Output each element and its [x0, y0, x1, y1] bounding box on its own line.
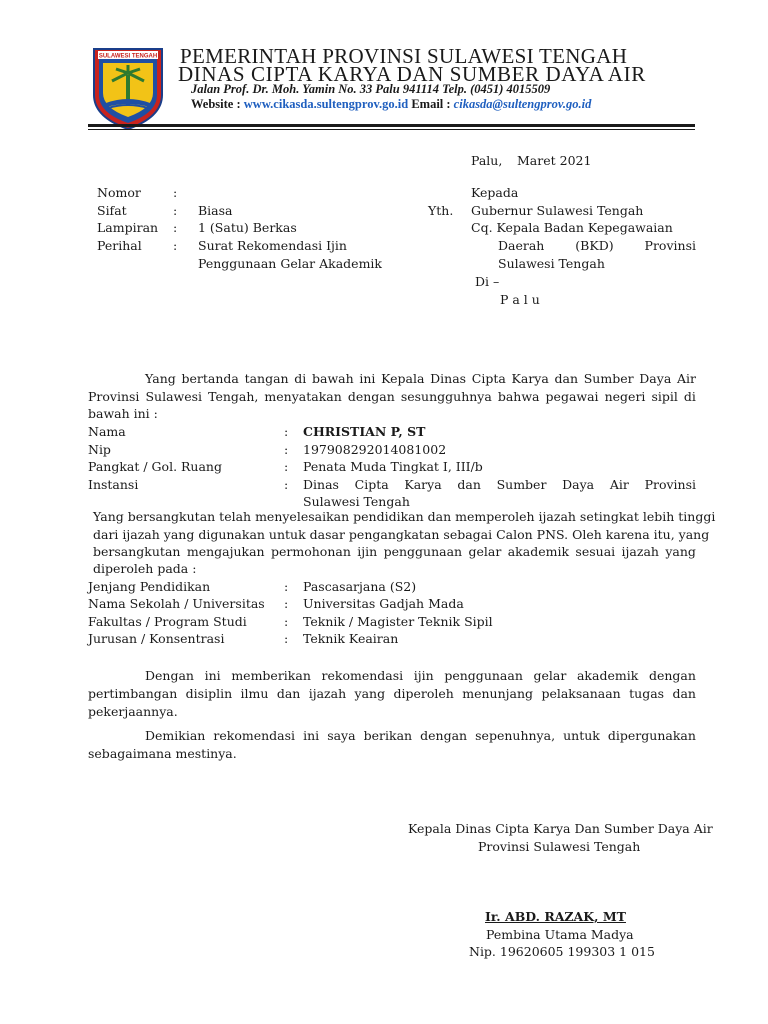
p3-line1-word: ijin: [413, 668, 434, 683]
fakultas-label: Fakultas / Program Studi: [88, 614, 247, 629]
intro-line2: [88, 389, 696, 404]
nomor-label: Nomor: [97, 185, 141, 200]
intro-line2-word: menyatakan: [264, 389, 342, 404]
email-label: Email :: [411, 97, 451, 111]
letterhead-rule-thin: [88, 129, 695, 130]
intro-line1-word: bertanda: [181, 371, 239, 386]
logo-text: SULAWESI TENGAH: [98, 53, 158, 60]
p3-line1-word: dengan: [648, 668, 696, 683]
p2-line3-word: ijin: [357, 544, 378, 559]
instansi-value-line1-word: Dinas: [303, 477, 339, 492]
p3-line2: [88, 686, 696, 701]
p2-line3-word: bersangkutan: [93, 544, 181, 559]
p3-line2-word: ijazah: [308, 686, 347, 701]
pangkat-value: Penata Muda Tingkat I, III/b: [303, 459, 483, 474]
nip-label: Nip: [88, 442, 111, 457]
p2-line3-word: ijazah: [621, 544, 659, 559]
nama-label: Nama: [88, 424, 126, 439]
nama-colon: :: [284, 424, 289, 439]
nip-value: 197908292014081002: [303, 442, 447, 457]
sifat-label: Sifat: [97, 203, 127, 218]
p3-line2-word: yang: [354, 686, 386, 701]
p3-line1-word: ini: [204, 668, 221, 683]
intro-line1-word: Yang: [145, 371, 176, 386]
instansi-value-line1-word: dan: [457, 477, 481, 492]
p4-line1-word: Demikian: [145, 728, 206, 743]
intro-line1-word: Sumber: [583, 371, 634, 386]
intro-line1-word: Air: [676, 371, 696, 386]
instansi-colon: :: [284, 477, 289, 492]
perihal-label: Perihal: [97, 238, 142, 253]
intro-line1-word: dan: [554, 371, 579, 386]
letterhead-agency: DINAS CIPTA KARYA DAN SUMBER DAYA AIR: [178, 62, 646, 86]
p4-line1-word: dengan: [420, 728, 468, 743]
intro-line2-word: di: [683, 389, 696, 404]
p2-line3-word: permohonan: [271, 544, 351, 559]
date-city: Palu,: [471, 153, 503, 168]
intro-line1-word: tangan: [244, 371, 289, 386]
email-link[interactable]: cikasda@sultengprov.go.id: [453, 97, 592, 111]
p4-line1-word: sepenuhnya,: [475, 728, 556, 743]
recipient-kepada: Kepada: [471, 185, 519, 200]
intro-line2-word: Provinsi: [88, 389, 140, 404]
p4-line1-word: ini: [303, 728, 320, 743]
p3-line2-word: tugas: [629, 686, 665, 701]
intro-line1: [145, 371, 696, 386]
p3-line2-word: disiplin: [185, 686, 233, 701]
intro-line2-word: bahwa: [497, 389, 540, 404]
p3-line3: pekerjaannya.: [88, 704, 178, 719]
perihal-colon: :: [173, 238, 178, 253]
date-month-year: Maret 2021: [517, 153, 592, 168]
letterhead-contact: [191, 97, 591, 112]
p3-line1: [145, 668, 696, 683]
p3-line2-word: menunjang: [462, 686, 534, 701]
signature-title-line2: Provinsi Sulawesi Tengah: [478, 839, 641, 854]
instansi-value-line1-word: Air: [609, 477, 629, 492]
recipient-di: Di –: [475, 274, 500, 289]
lampiran-label: Lampiran: [97, 220, 159, 235]
p2-line3-word: sesuai: [575, 544, 616, 559]
sekolah-value: Universitas Gadjah Mada: [303, 596, 464, 611]
provincial-emblem-logo: [90, 45, 166, 131]
p3-line1-word: gelar: [533, 668, 567, 683]
recipient-line1: Gubernur Sulawesi Tengah: [471, 203, 644, 218]
p4-line1-word: rekomendasi: [213, 728, 296, 743]
jenjang-label: Jenjang Pendidikan: [88, 579, 211, 594]
jurusan-colon: :: [284, 631, 289, 646]
pangkat-label: Pangkat / Gol. Ruang: [88, 459, 222, 474]
intro-line1-word: ini: [359, 371, 376, 386]
instansi-value-line1-word: Provinsi: [644, 477, 696, 492]
intro-line1-word: Karya: [511, 371, 549, 386]
intro-line2-word: pegawai: [545, 389, 599, 404]
instansi-value-line1-word: Daya: [562, 477, 595, 492]
p3-line2-word: dan: [276, 686, 301, 701]
intro-line3: bawah ini :: [88, 406, 158, 421]
fakultas-colon: :: [284, 614, 289, 629]
p2-line3: [93, 544, 696, 559]
p4-line1-word: dipergunakan: [607, 728, 696, 743]
intro-line1-word: bawah: [312, 371, 354, 386]
recipient-line3-word: (BKD): [575, 238, 614, 253]
signature-nip: Nip. 19620605 199303 1 015: [469, 944, 655, 959]
jurusan-label: Jurusan / Konsentrasi: [88, 631, 225, 646]
p2-line2: dari ijazah yang digunakan untuk dasar pengangkatan sebagai Calon PNS. Oleh karena itu, yang: [93, 527, 710, 542]
sekolah-label: Nama Sekolah / Universitas: [88, 596, 265, 611]
nama-value: CHRISTIAN P, ST: [303, 424, 426, 439]
intro-line2-word: negeri: [604, 389, 646, 404]
nomor-colon: :: [173, 185, 178, 200]
sekolah-colon: :: [284, 596, 289, 611]
p2-line4: diperoleh pada :: [93, 561, 197, 576]
signature-name: Ir. ABD. RAZAK, MT: [485, 909, 626, 924]
sifat-value: Biasa: [198, 203, 233, 218]
instansi-label: Instansi: [88, 477, 139, 492]
p3-line1-word: Dengan: [145, 668, 194, 683]
p4-line2: sebagaimana mestinya.: [88, 746, 237, 761]
recipient-line3: [498, 238, 696, 253]
p3-line2-word: ilmu: [240, 686, 269, 701]
intro-line2-word: sesungguhnya: [400, 389, 492, 404]
pangkat-colon: :: [284, 459, 289, 474]
p2-line1: Yang bersangkutan telah menyelesaikan pendidikan dan memperoleh ijazah setingkat lebih tinggi: [93, 509, 716, 524]
p2-line3-word: penggunaan: [383, 544, 463, 559]
intro-line2-word: dengan: [347, 389, 395, 404]
recipient-line4: Sulawesi Tengah: [498, 256, 605, 271]
p3-line2-word: dan: [672, 686, 696, 701]
lampiran-colon: :: [173, 220, 178, 235]
instansi-value-line1: [303, 477, 696, 492]
p3-line2-word: pelaksanaan: [541, 686, 621, 701]
fakultas-value: Teknik / Magister Teknik Sipil: [303, 614, 493, 629]
jurusan-value: Teknik Keairan: [303, 631, 399, 646]
p4-line1-word: untuk: [563, 728, 600, 743]
lampiran-value: 1 (Satu) Berkas: [198, 220, 297, 235]
p3-line2-word: pertimbangan: [88, 686, 178, 701]
nip-colon: :: [284, 442, 289, 457]
p2-line3-word: akademik: [507, 544, 570, 559]
intro-line1-word: Dinas: [430, 371, 467, 386]
website-label: Website :: [191, 97, 241, 111]
p3-line2-word: diperoleh: [393, 686, 454, 701]
p2-line3-word: yang: [665, 544, 696, 559]
p3-line1-word: akademik: [576, 668, 639, 683]
recipient-yth: Yth.: [428, 203, 454, 218]
sifat-colon: :: [173, 203, 178, 218]
recipient-line3-word: Provinsi: [644, 238, 696, 253]
p3-line1-word: rekomendasi: [321, 668, 404, 683]
intro-line2-word: Tengah,: [208, 389, 259, 404]
perihal-value-line2: Penggunaan Gelar Akademik: [198, 256, 382, 271]
recipient-line2: Cq. Kepala Badan Kepegawaian: [471, 220, 673, 235]
instansi-value-line1-word: Sumber: [496, 477, 547, 492]
jenjang-value: Pascasarjana (S2): [303, 579, 417, 594]
p4-line1-word: berikan: [363, 728, 413, 743]
intro-line2-word: sipil: [651, 389, 678, 404]
intro-line1-word: Daya: [639, 371, 672, 386]
letterhead-address: Jalan Prof. Dr. Moh. Yamin No. 33 Palu 941114 Telp. (0451) 4015509: [191, 82, 551, 96]
recipient-city: P a l u: [500, 292, 540, 307]
p2-line3-word: mengajukan: [186, 544, 265, 559]
website-link[interactable]: www.cikasda.sultengprov.go.id: [243, 97, 409, 111]
jenjang-colon: :: [284, 579, 289, 594]
recipient-line3-word: Daerah: [498, 238, 545, 253]
p4-line1: [145, 728, 696, 743]
instansi-value-line1-word: Karya: [404, 477, 442, 492]
letterhead-rule-thick: [88, 124, 695, 127]
p2-line3-word: gelar: [468, 544, 502, 559]
signature-rank: Pembina Utama Madya: [486, 927, 634, 942]
letterhead-government: PEMERINTAH PROVINSI SULAWESI TENGAH: [180, 44, 628, 68]
intro-line2-word: Sulawesi: [145, 389, 203, 404]
p3-line1-word: penggunaan: [444, 668, 523, 683]
intro-line1-word: Cipta: [471, 371, 506, 386]
intro-line1-word: di: [294, 371, 307, 386]
instansi-value-line1-word: Cipta: [354, 477, 389, 492]
instansi-value-line2: Sulawesi Tengah: [303, 494, 410, 509]
p4-line1-word: saya: [327, 728, 356, 743]
perihal-value-line1: Surat Rekomendasi Ijin: [198, 238, 347, 253]
intro-line1-word: Kepala: [381, 371, 425, 386]
p3-line1-word: memberikan: [231, 668, 311, 683]
signature-title-line1: Kepala Dinas Cipta Karya Dan Sumber Daya Air: [408, 821, 713, 836]
